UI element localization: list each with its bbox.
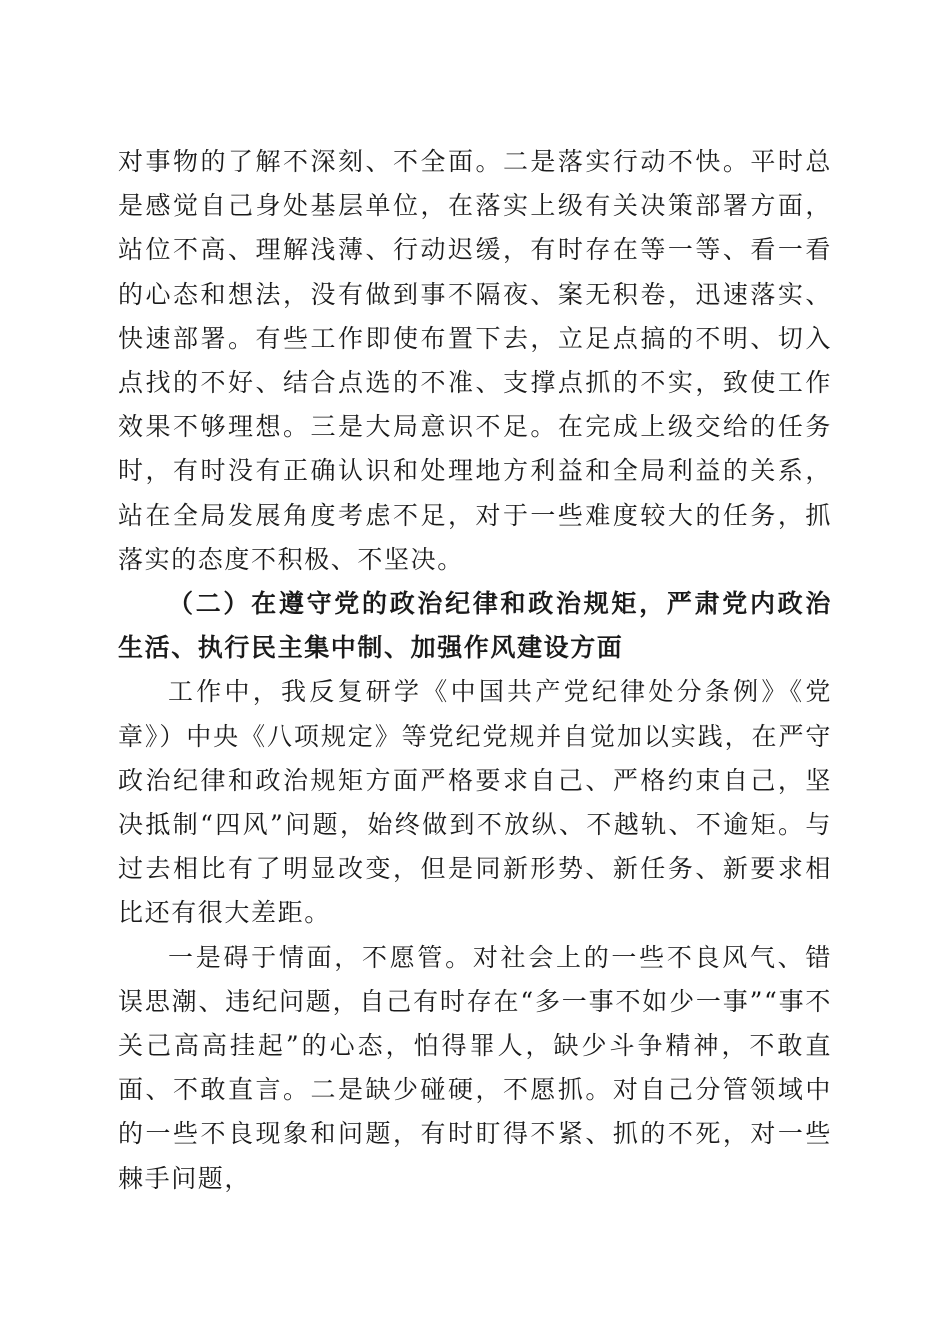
paragraph-continuation: 对事物的了解不深刻、不全面。二是落实行动不快。平时总是感觉自己身处基层单位，在落实上级有关决策部署方面，站位不高、理解浅薄、行动迟缓，有时存在等一等、看一看的心态和想法，没有做到事不隔夜、案无积卷，迅速落实、快速部署。有些工作即使布置下去，立足点搞的不明、切入点找的不好、结合点选的不准、支撑点抓的不实，致使工作效果不够理想。三是大局意识不足。在完成上级交给的任务时，有时没有正确认识和处理地方利益和全局利益的关系，站在全局发展角度考虑不足，对于一些难度较大的任务，抓落实的态度不积极、不坚决。 [118, 147, 832, 574]
paragraph-discipline: 工作中，我反复研学《中国共产党纪律处分条例》《党章》）中央《八项规定》等党纪党规并自觉加以实践，在严守政治纪律和政治规矩方面严格要求自己、严格约束自己，坚决抵制“四风”问题，始终做到不放纵、不越轨、不逾矩。与过去相比有了明显改变，但是同新形势、新任务、新要求相比还有很大差距。 [118, 677, 832, 928]
paragraph-issues: 一是碍于情面，不愿管。对社会上的一些不良风气、错误思潮、违纪问题，自己有时存在“多一事不如少一事”“事不关己高高挂起”的心态，怕得罪人，缺少斗争精神，不敢直面、不敢直言。二是缺少碰硬，不愿抓。对自己分管领域中的一些不良现象和问题，有时盯得不紧、抓的不死，对一些棘手问题， [118, 942, 832, 1193]
document-body [118, 140, 832, 1201]
section-heading: （二）在遵守党的政治纪律和政治规矩，严肃党内政治生活、执行民主集中制、加强作风建设方面 [118, 589, 832, 663]
